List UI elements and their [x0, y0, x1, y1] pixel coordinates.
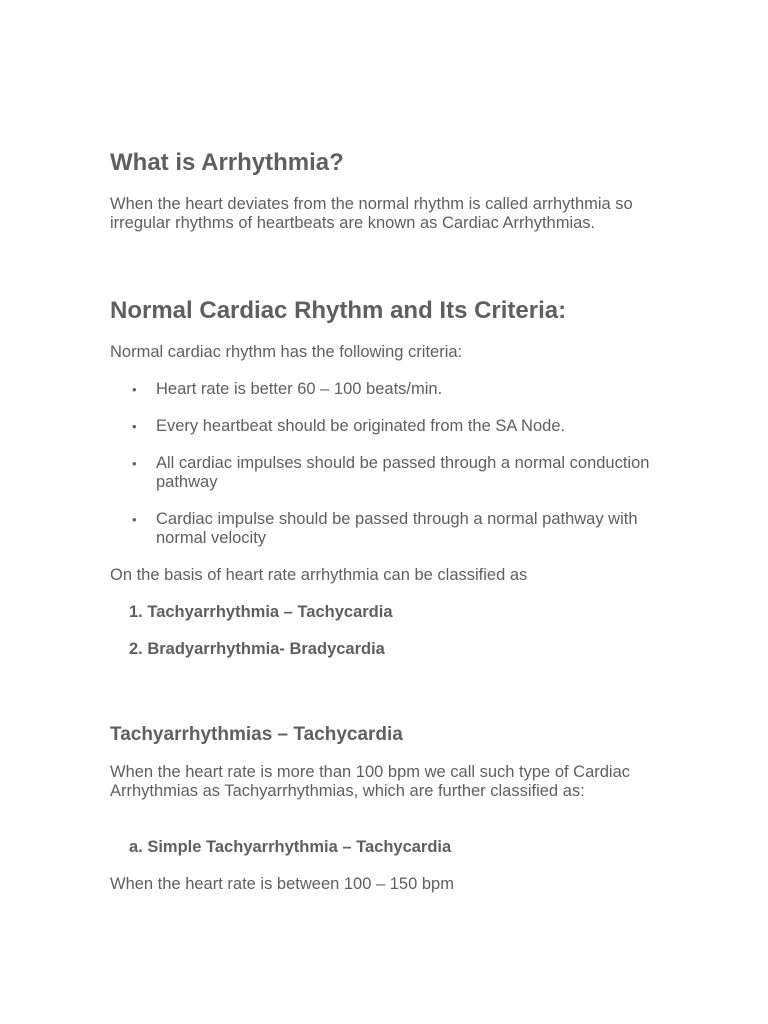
paragraph-normal-intro: Normal cardiac rhythm has the following criteria: [110, 343, 463, 361]
heading-what-is-arrhythmia: What is Arrhythmia? [110, 149, 344, 176]
list-item-class-1: 1. Tachyarrhythmia – Tachycardia [129, 603, 393, 621]
paragraph-arrhythmia-definition: When the heart deviates from the normal rhythm is called arrhythmia so irregular rhythms of heartbeats are known as Cardiac Arrhythmias. [110, 195, 633, 232]
heading-normal-cardiac-rhythm: Normal Cardiac Rhythm and Its Criteria: [110, 297, 567, 324]
list-item-class-2: 2. Bradyarrhythmia- Bradycardia [129, 640, 385, 658]
subheading-simple-tachyarrhythmia: a. Simple Tachyarrhythmia – Tachycardia [129, 838, 452, 856]
bullet-icon: • [132, 456, 137, 471]
criterion-text: All cardiac impulses should be passed through a normal conduction pathway [156, 454, 650, 491]
paragraph-classification-intro: On the basis of heart rate arrhythmia can be classified as [110, 566, 528, 584]
bullet-icon: • [132, 512, 137, 527]
criterion-text: Cardiac impulse should be passed through a normal pathway with normal velocity [156, 510, 638, 547]
bullet-icon: • [132, 382, 137, 397]
bullet-icon: • [132, 419, 137, 434]
criterion-text: Heart rate is better 60 – 100 beats/min. [156, 380, 443, 398]
paragraph-simple-tachy: When the heart rate is between 100 – 150 bpm [110, 875, 454, 893]
paragraph-tachy-definition: When the heart rate is more than 100 bpm we call such type of Cardiac Arrhythmias as Tachyarrhythmias, which are further classified as: [110, 763, 631, 800]
criterion-text: Every heartbeat should be originated from the SA Node. [156, 417, 566, 435]
heading-tachyarrhythmias: Tachyarrhythmias – Tachycardia [110, 724, 403, 745]
